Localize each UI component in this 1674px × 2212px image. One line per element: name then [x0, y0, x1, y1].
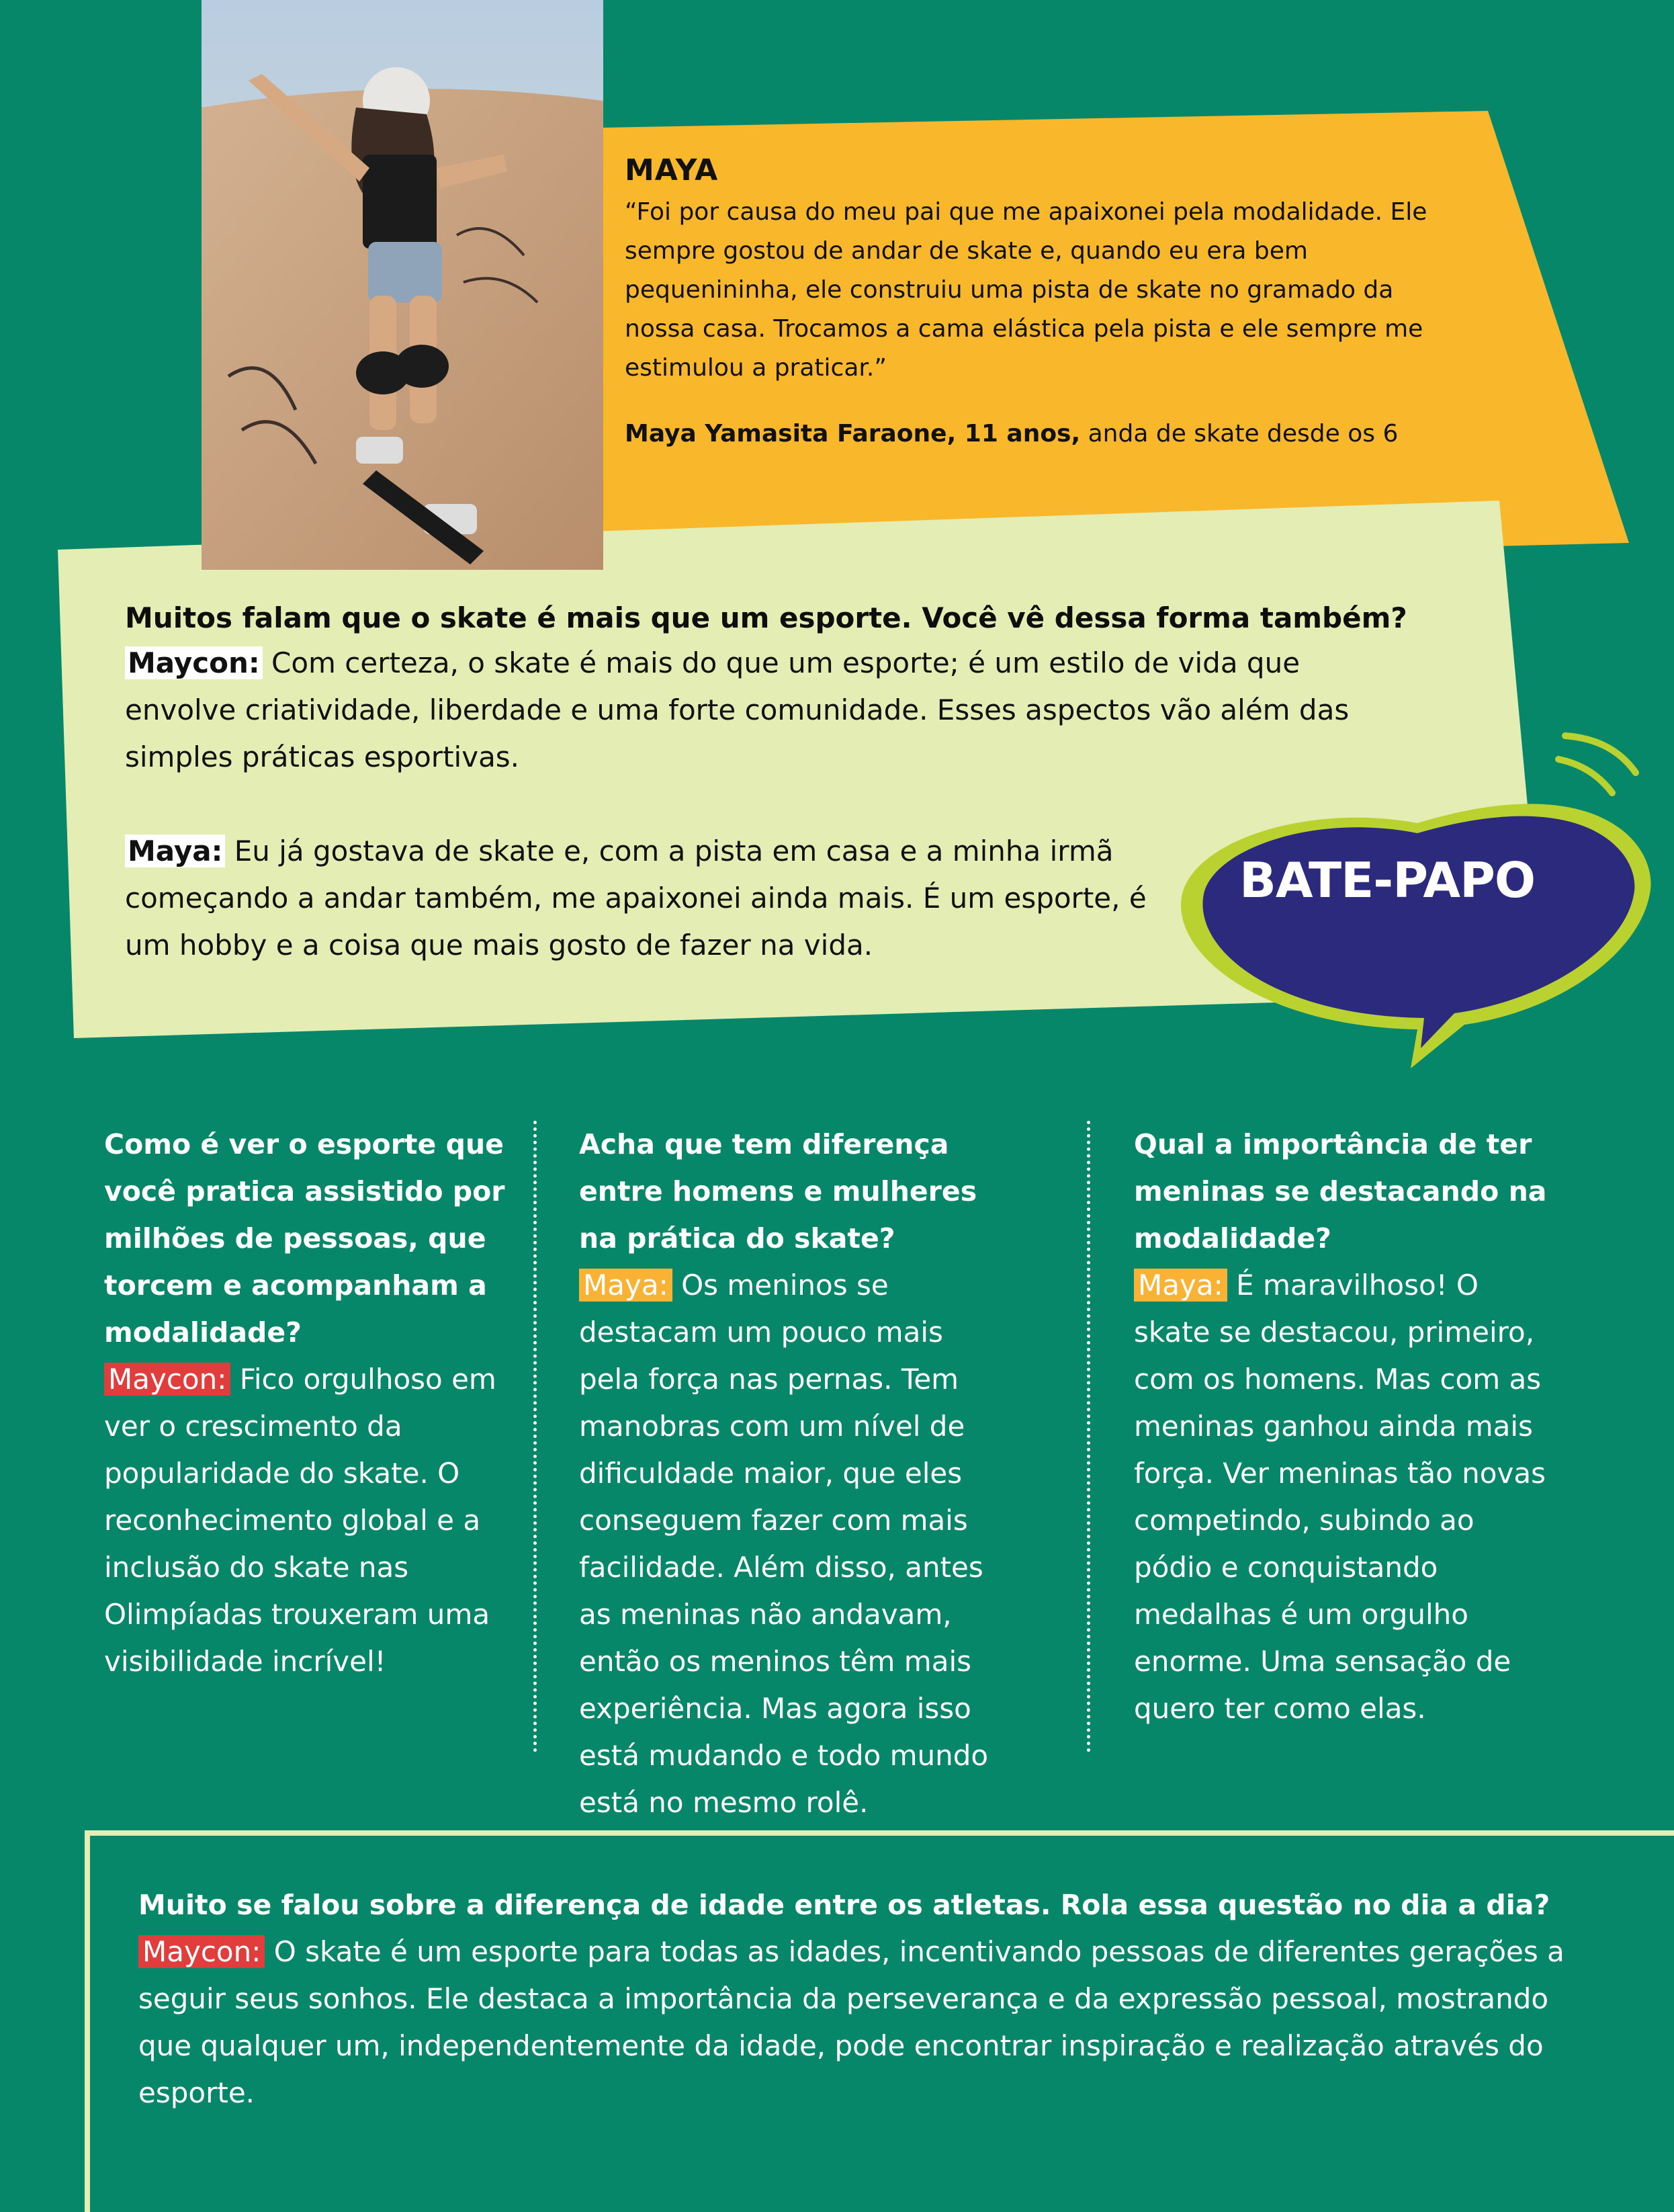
column-3-question: Qual a importância de ter meninas se destacando na modalidade? — [1134, 1128, 1547, 1254]
bottom-answer-paragraph — [138, 1928, 1583, 2117]
maya-signature — [625, 415, 1471, 454]
bottom-tag: Maycon: — [138, 1935, 265, 1968]
column-1 — [104, 1121, 521, 1685]
column-2-question: Acha que tem diferença entre homens e mulheres na prática do skate? — [579, 1128, 977, 1254]
column-1-answer: Fico orgulhoso em ver o crescimento da popularidade do skate. O reconhecimento global e a inclusão do skate nas Olimpíadas trouxeram uma visibilidade incrível! — [104, 1363, 496, 1678]
maycon-answer-paragraph — [125, 640, 1401, 781]
maya-quote: “Foi por causa do meu pai que me apaixonei pela modalidade. Ele sempre gostou de andar de skate e, quando eu era bem pequenininha, ele construiu uma pista de skate no gramado da nossa casa. Trocamos a cama elástica pela pista e ele sempre me estimulou a praticar.” — [625, 198, 1427, 382]
maya-quote-card — [625, 153, 1471, 454]
column-divider-1 — [533, 1121, 537, 1752]
column-divider-2 — [1087, 1121, 1090, 1752]
column-2-answer-paragraph — [579, 1262, 996, 1826]
maya-signature-rest: anda de skate desde os 6 — [1080, 420, 1399, 448]
maya-signature-name: Maya Yamasita Faraone, 11 anos, — [625, 420, 1081, 448]
maycon-tag: Maycon: — [125, 646, 263, 679]
maya-answer-paragraph — [125, 828, 1173, 969]
bottom-question: Muito se falou sobre a diferença de idade entre os atletas. Rola essa questão no dia a dia? — [138, 1889, 1550, 1921]
bate-papo-label: BATE-PAPO — [1239, 852, 1536, 908]
maycon-answer: Com certeza, o skate é mais do que um esporte; é um estilo de vida que envolve criatividade, liberdade e uma forte comunidade. Esses aspectos vão além das simples práticas esportivas. — [125, 646, 1350, 773]
skater-photo — [202, 0, 603, 570]
bottom-answer: O skate é um esporte para todas as idades, incentivando pessoas de diferentes gerações a seguir seus sonhos. Ele destaca a importância da perseverança e da expressão pessoal, mostrando que qualquer um, independentemente da idade, pode encontrar inspiração e realização através do esporte. — [138, 1935, 1565, 2109]
column-2 — [579, 1121, 996, 1826]
maya-answer: Eu já gostava de skate e, com a pista em casa e a minha irmã começando a andar também, me apaixonei ainda mais. É um esporte, é um hobby e a coisa que mais gosto de fazer na vida. — [125, 835, 1147, 962]
maya-name: MAYA — [625, 153, 719, 187]
column-3 — [1134, 1121, 1550, 1732]
column-2-tag: Maya: — [579, 1269, 672, 1302]
bottom-section — [138, 1881, 1583, 2117]
column-1-question: Como é ver o esporte que você pratica assistido por milhões de pessoas, que torcem e acompanham a modalidade? — [104, 1128, 505, 1349]
column-2-answer: Os meninos se destacam um pouco mais pela força nas pernas. Tem manobras com um nível de dificuldade maior, que eles conseguem fazer com mais facilidade. Além disso, antes as meninas não andavam, então os meninos têm mais experiência. Mas agora isso está mudando e todo mundo está no mesmo rolê. — [579, 1269, 989, 1819]
interview-question: Muitos falam que o skate é mais que um esporte. Você vê dessa forma também? — [125, 601, 1407, 634]
interview-section — [125, 597, 1536, 969]
column-3-tag: Maya: — [1134, 1269, 1227, 1302]
motion-lines — [1558, 736, 1636, 793]
column-3-answer: É maravilhoso! O skate se destacou, primeiro, com os homens. Mas com as meninas ganhou ainda mais força. Ver meninas tão novas competindo, subindo ao pódio e conquistando medalhas é um orgulho enorme. Uma sensação de quero ter como elas. — [1134, 1269, 1546, 1725]
column-1-answer-paragraph — [104, 1356, 521, 1685]
maya-tag: Maya: — [125, 835, 225, 867]
column-1-tag: Maycon: — [104, 1363, 230, 1396]
column-3-answer-paragraph — [1134, 1262, 1550, 1732]
